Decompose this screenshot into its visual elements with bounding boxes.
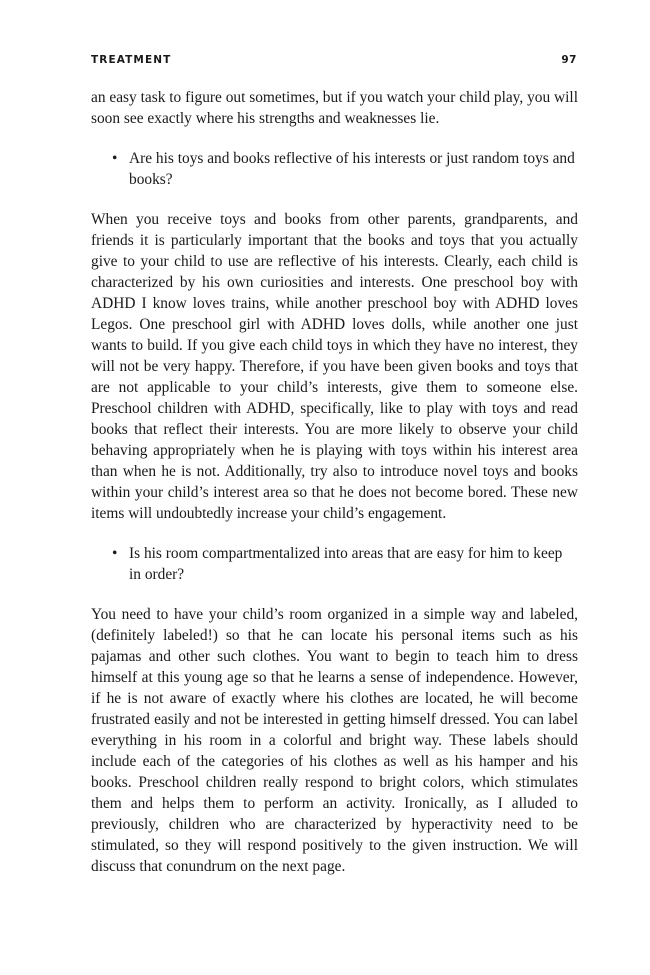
bullet-text: Is his room compartmentalized into areas that are easy for him to keep in order? — [129, 545, 563, 583]
section-title: TREATMENT — [91, 54, 172, 66]
paragraph-toys: When you receive toys and books from other parents, grandparents, and friends it is particularly important that the books and toys that you actually give to your child to use are reflective of his interests. Clearly, each child is characterized by his own curiosities and interests. One preschool boy with ADHD I know loves trains, while another preschool boy with ADHD loves Legos. One preschool girl with ADHD loves dolls, while another one just wants to build. If you give each child toys in which they have no interest, they will not be very happy. Therefore, if you have been given books and toys that are not applicable to your child’s interests, give them to someone else. Preschool children with ADHD, specifically, like to play with toys and read books that reflect their interests. You are more likely to observe your child behaving appropriately when he is playing with toys within his interest area than when he is not. Additionally, try also to introduce novel toys and books within your child’s interest area so that he does not become bored. These new items will undoubtedly increase your child’s engagement. — [91, 211, 578, 522]
running-head — [91, 54, 577, 70]
page-number: 97 — [561, 54, 577, 66]
paragraph-room: You need to have your child’s room organized in a simple way and labeled, (definitely labeled!) so that he can locate his personal items such as his pajamas and other such clothes. You want to begin to teach him to dress himself at this young age so that he learns a sense of independence. However, if he is not aware of exactly where his clothes are located, he will become frustrated easily and not be interested in getting himself dressed. You can label everything in his room in a colorful and bright way. These labels should include each of the categories of his clothes as well as his hamper and his books. Preschool children really respond to bright colors, which stimulates them and helps them to perform an activity. Ironically, as I alluded to previously, children who are characterized by hyperactivity need to be stimulated, so they will respond positively to the given instruction. We will discuss that conundrum on the next page. — [91, 606, 578, 875]
bullet-text: Are his toys and books reflective of his interests or just random toys and books? — [129, 150, 575, 188]
bullet-item-toys — [91, 148, 578, 190]
body-text — [91, 87, 578, 896]
bullet-item-room — [91, 543, 578, 585]
bullet-icon: • — [112, 545, 118, 562]
paragraph-continued: an easy task to figure out sometimes, but if you watch your child play, you will soon see exactly where his strengths and weaknesses lie. — [91, 89, 578, 127]
bullet-icon: • — [112, 150, 118, 167]
